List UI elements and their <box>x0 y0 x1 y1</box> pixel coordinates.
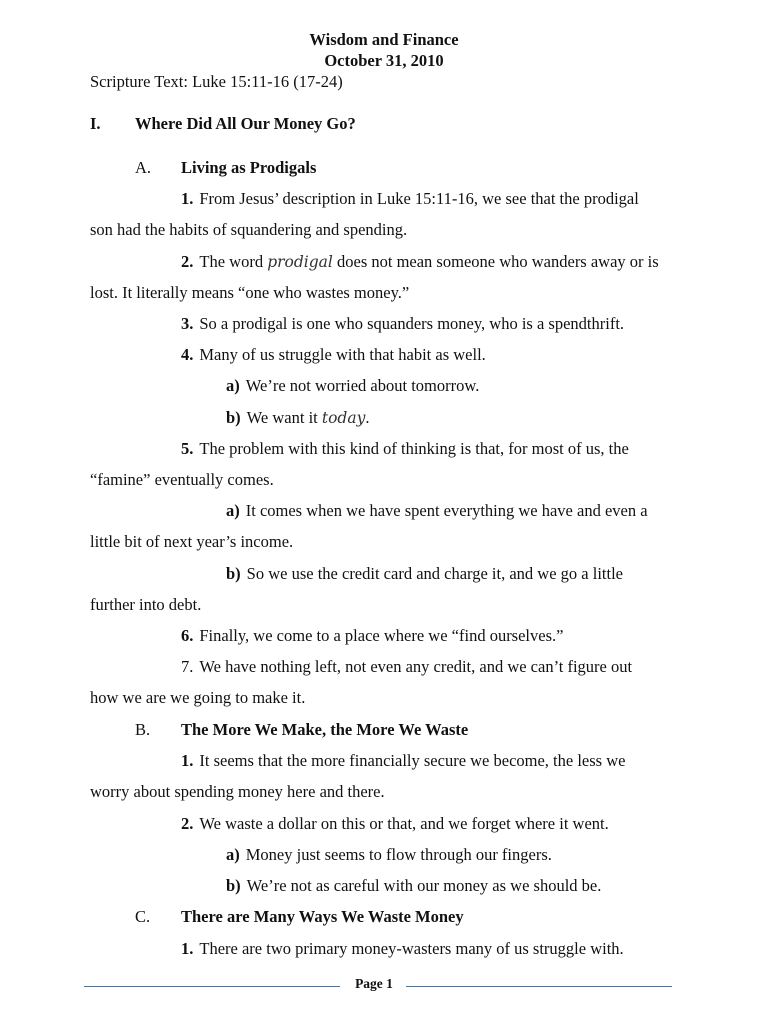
list-item <box>181 626 563 646</box>
sub-item-text: Money just seems to flow through our fingers. <box>245 845 552 864</box>
sub-item-marker: a) <box>226 845 240 864</box>
page-number: Page 1 <box>355 976 393 991</box>
document-date: October 31, 2010 <box>324 51 444 70</box>
item-text-continued: son had the habits of squandering and spending. <box>90 220 408 239</box>
subsection-heading: Living as Prodigals <box>181 158 317 177</box>
sub-list-item <box>226 876 601 896</box>
list-item <box>181 751 625 771</box>
sub-item-text: We’re not as careful with our money as we should be. <box>246 876 602 895</box>
subsection-heading: The More We Make, the More We Waste <box>181 720 469 739</box>
sub-item-text: So we use the credit card and charge it, and we go a little <box>246 564 623 583</box>
item-number: 2. <box>181 814 194 833</box>
sub-list-item <box>226 408 369 428</box>
list-item <box>181 439 629 459</box>
item-number: 4. <box>181 345 194 364</box>
item-text: We waste a dollar on this or that, and we forget where it went. <box>199 814 609 833</box>
item-text-continued: “famine” eventually comes. <box>90 470 274 489</box>
sub-item-marker: a) <box>226 376 240 395</box>
section-number: I. <box>90 114 101 133</box>
item-number: 1. <box>181 939 194 958</box>
item-number: 5. <box>181 439 194 458</box>
item-text: It seems that the more financially secure we become, the less we <box>199 751 626 770</box>
sub-item-marker: b) <box>226 564 241 583</box>
item-number: 1. <box>181 189 194 208</box>
list-item <box>181 314 624 334</box>
subsection-heading: There are Many Ways We Waste Money <box>181 907 464 926</box>
item-text-continued: further into debt. <box>90 595 202 614</box>
item-number: 2. <box>181 252 194 271</box>
item-text: There are two primary money-wasters many of us struggle with. <box>199 939 624 958</box>
item-text-continued: lost. It literally means “one who wastes money.” <box>90 283 410 302</box>
sub-list-item <box>226 376 479 396</box>
sub-item-marker: a) <box>226 501 240 520</box>
document-title: Wisdom and Finance <box>309 30 459 49</box>
item-text: So a prodigal is one who squanders money, who is a spendthrift. <box>199 314 625 333</box>
item-number: 6. <box>181 626 194 645</box>
footer-rule-right <box>406 986 672 987</box>
list-item <box>181 657 632 677</box>
item-text: The problem with this kind of thinking is that, for most of us, the <box>199 439 629 458</box>
page-footer <box>84 976 672 998</box>
list-item <box>181 252 659 272</box>
item-text: The word <box>199 252 268 271</box>
list-item <box>181 814 609 834</box>
item-text: We have nothing left, not even any credit, and we can’t figure out <box>199 657 633 676</box>
subsection-letter: B. <box>135 720 151 739</box>
item-number: 3. <box>181 314 194 333</box>
sub-list-item <box>226 564 623 584</box>
list-item <box>181 189 639 209</box>
item-text-continued: how we are we going to make it. <box>90 688 306 707</box>
item-text-continued: worry about spending money here and there. <box>90 782 385 801</box>
item-text: Finally, we come to a place where we “find ourselves.” <box>199 626 564 645</box>
sub-list-item <box>226 845 552 865</box>
item-text: Many of us struggle with that habit as well. <box>199 345 486 364</box>
item-text: does not mean someone who wanders away or is <box>332 252 659 271</box>
sub-item-marker: b) <box>226 408 241 427</box>
sub-item-text: We’re not worried about tomorrow. <box>245 376 480 395</box>
emphasized-word: prodigal <box>267 253 333 271</box>
sub-item-text: We want it <box>246 408 322 427</box>
subsection-letter: C. <box>135 907 151 926</box>
sub-list-item <box>226 501 648 521</box>
sub-item-text: . <box>365 408 370 427</box>
item-text: From Jesus’ description in Luke 15:11-16, we see that the prodigal <box>199 189 639 208</box>
list-item <box>181 345 486 365</box>
item-text-continued: little bit of next year’s income. <box>90 532 294 551</box>
list-item <box>181 939 624 959</box>
section-heading: Where Did All Our Money Go? <box>135 114 356 133</box>
scripture-text: Scripture Text: Luke 15:11-16 (17-24) <box>90 72 343 91</box>
sub-item-marker: b) <box>226 876 241 895</box>
item-number: 1. <box>181 751 194 770</box>
sub-item-text: It comes when we have spent everything we have and even a <box>245 501 648 520</box>
footer-rule-left <box>84 986 340 987</box>
emphasized-word: today <box>321 409 366 427</box>
item-number: 7. <box>181 657 194 676</box>
subsection-letter: A. <box>135 158 152 177</box>
